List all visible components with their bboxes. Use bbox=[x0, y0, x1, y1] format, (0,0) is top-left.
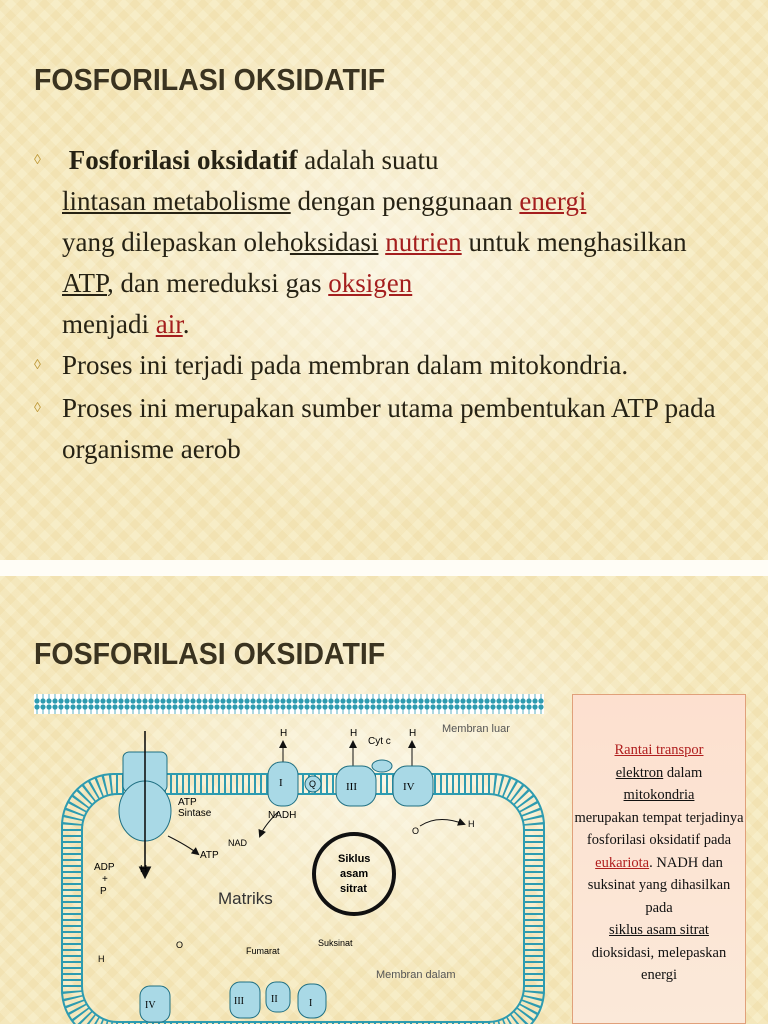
bullet-marker-icon: ◊ bbox=[34, 401, 41, 416]
text: . bbox=[182, 309, 190, 339]
cycle-label: Siklus bbox=[338, 853, 371, 865]
link-elektron[interactable]: elektron bbox=[615, 764, 664, 781]
text: dengan penggunaan bbox=[290, 186, 520, 216]
svg-text:IV: IV bbox=[403, 781, 415, 793]
bullet-text: Proses ini merupakan sumber utama pembentukan ATP pada organisme aerob bbox=[62, 393, 716, 464]
text: dioksidasi, melepaskan energi bbox=[591, 944, 727, 983]
text: menjadi bbox=[62, 309, 156, 339]
link-eukariota[interactable]: eukariota bbox=[595, 854, 650, 871]
complex-iii bbox=[336, 766, 376, 806]
bullet-text: Proses ini terjadi pada membran dalam mitokondria. bbox=[62, 350, 629, 380]
slide-body bbox=[36, 140, 736, 470]
mitochondria-diagram bbox=[28, 686, 548, 1024]
link-rantai-transpor[interactable]: Rantai transpor bbox=[614, 742, 704, 758]
plus-label: + bbox=[102, 874, 108, 885]
svg-text:I: I bbox=[279, 777, 283, 789]
nadh-label: NADH bbox=[268, 810, 297, 821]
atp-label: ATP bbox=[200, 850, 219, 861]
h-plus-label: H bbox=[280, 728, 288, 739]
text: dalam bbox=[663, 764, 703, 781]
suksinat-label: Suksinat bbox=[318, 938, 353, 948]
slide-title: FOSFORILASI OKSIDATIF bbox=[34, 636, 386, 671]
cytc-label: Cyt c bbox=[368, 736, 391, 747]
fumarat-label: Fumarat bbox=[246, 946, 280, 956]
matriks-label: Matriks bbox=[218, 889, 273, 908]
side-caption-box bbox=[572, 694, 746, 1024]
o2-label: O bbox=[176, 940, 184, 950]
h2o-label: H bbox=[468, 819, 475, 829]
complex-label: II bbox=[271, 994, 278, 1005]
bold-term: Fosforilasi oksidatif bbox=[68, 145, 298, 175]
slide-2 bbox=[0, 576, 768, 1024]
atp-synthase bbox=[119, 731, 171, 876]
link-siklus-asam-sitrat[interactable]: siklus asam sitrat bbox=[609, 922, 709, 938]
slide-title: FOSFORILASI OKSIDATIF bbox=[34, 62, 386, 97]
complex-iv bbox=[393, 766, 433, 806]
atp-synthase-label: Sintase bbox=[178, 808, 212, 819]
h-plus-label: H bbox=[409, 728, 417, 739]
complex-i bbox=[268, 762, 298, 806]
outer-membrane-label: Membran luar bbox=[442, 723, 510, 735]
text: yang dilepaskan oleh bbox=[62, 227, 290, 257]
cycle-label: sitrat bbox=[340, 883, 367, 895]
h-plus-label: H bbox=[140, 864, 148, 875]
bullet-2 bbox=[36, 345, 736, 386]
bullet-marker-icon: ◊ bbox=[34, 358, 41, 373]
text: . NADH dan suksinat yang dihasilkan pada bbox=[587, 854, 731, 916]
complex-label: IV bbox=[145, 1000, 156, 1011]
link-nutrien[interactable]: nutrien bbox=[385, 227, 462, 257]
bullet-1 bbox=[36, 140, 736, 345]
pi-label: P bbox=[100, 886, 107, 897]
text: untuk menghasilkan bbox=[461, 227, 687, 257]
text: , dan mereduksi gas bbox=[107, 268, 329, 298]
nad-label: NAD bbox=[228, 838, 248, 848]
h2o-label: H bbox=[98, 954, 105, 964]
complex-ii bbox=[266, 982, 290, 1012]
outer-membrane bbox=[34, 694, 544, 714]
svg-text:III: III bbox=[346, 781, 357, 793]
link-air[interactable]: air bbox=[155, 309, 183, 339]
cycle-label: asam bbox=[340, 868, 369, 880]
q-label: Q bbox=[309, 779, 317, 789]
atp-synthase-label: ATP bbox=[178, 797, 197, 808]
link-atp[interactable]: ATP bbox=[62, 268, 108, 298]
complex-label: III bbox=[234, 996, 244, 1007]
text: merupakan tempat terjadinya fosforilasi oksidatif pada bbox=[574, 809, 744, 848]
h-plus-label: H bbox=[350, 728, 358, 739]
link-energi[interactable]: energi bbox=[519, 186, 587, 216]
o2-label: O bbox=[412, 826, 420, 836]
bullet-marker-icon: ◊ bbox=[34, 153, 41, 168]
inner-membrane-label: Membran dalam bbox=[376, 969, 456, 981]
bullet-3 bbox=[36, 388, 736, 470]
link-oksigen[interactable]: oksigen bbox=[328, 268, 413, 298]
complex-label: I bbox=[309, 998, 313, 1009]
link-mitokondria[interactable]: mitokondria bbox=[623, 787, 695, 803]
link-lintasan-metabolisme[interactable]: lintasan metabolisme bbox=[62, 186, 291, 216]
link-oksidasi[interactable]: oksidasi bbox=[289, 227, 379, 257]
text: adalah suatu bbox=[297, 145, 439, 175]
adp-label: ADP bbox=[94, 862, 115, 873]
